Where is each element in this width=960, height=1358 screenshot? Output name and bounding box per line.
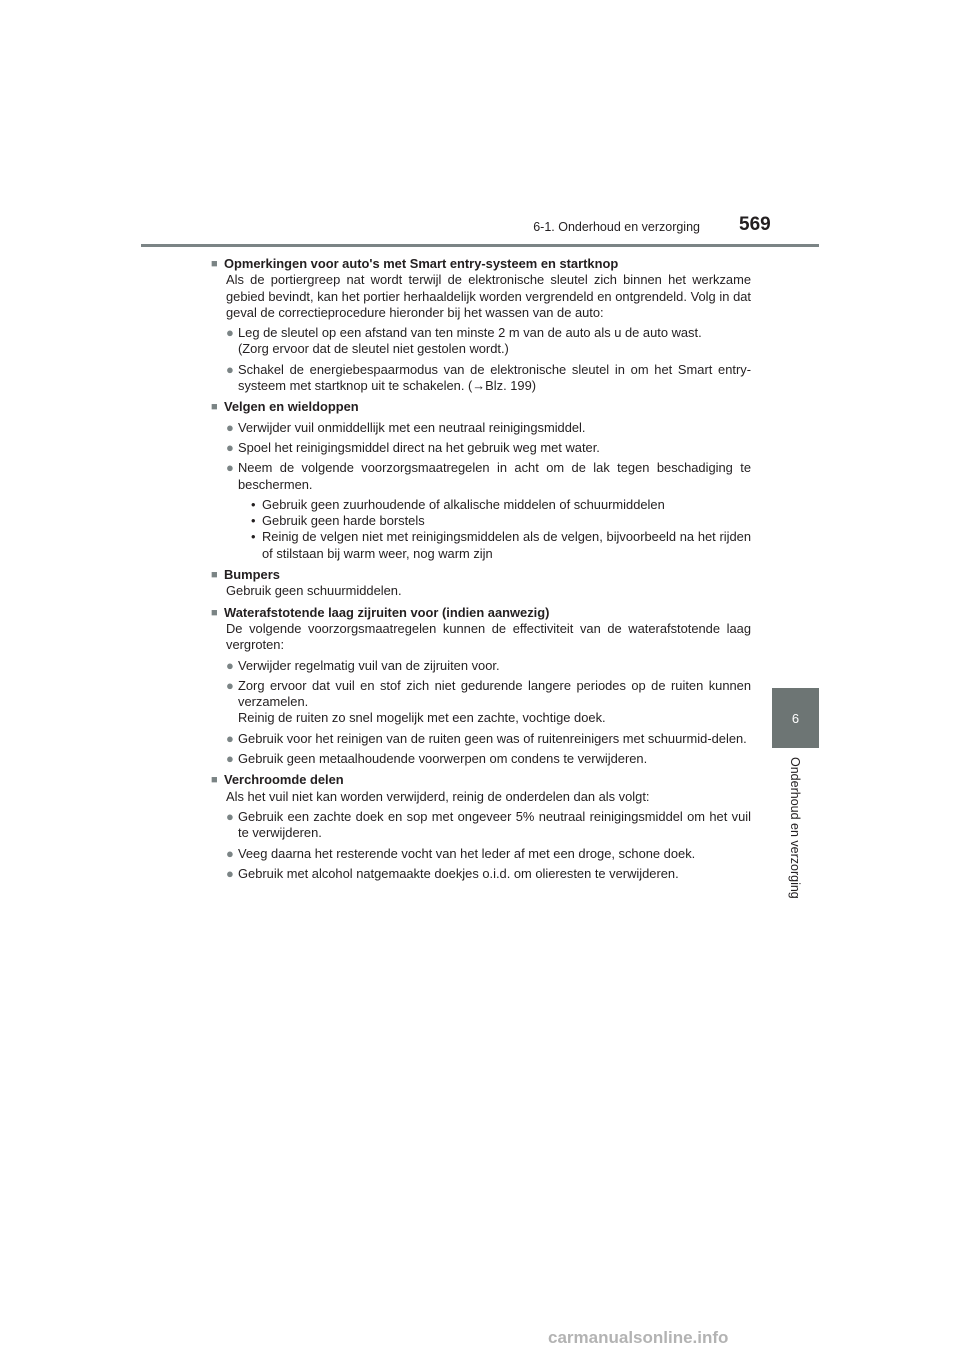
bullet-text: Neem de volgende voorzorgsmaatregelen in acht om de lak tegen beschadiging te beschermen. — [238, 460, 751, 492]
bullet-dot-icon: ● — [226, 730, 234, 746]
paragraph: Als de portiergreep nat wordt terwijl de elektronische sleutel zich binnen het werkzame gebied bevindt, kan het portier herhaaldelijk worden vergrendeld en ontgrendeld. Volg in dat geval de correctieprocedure hieronder bij het wassen van de auto: — [226, 272, 751, 320]
bullet-dot-icon: ● — [226, 845, 234, 861]
sub-bullet-icon: • — [251, 529, 256, 545]
paragraph: De volgende voorzorgsmaatregelen kunnen de effectiviteit van de waterafstotende laag vergroten: — [226, 620, 751, 653]
list-item — [226, 809, 751, 842]
bullet-dot-icon: ● — [226, 460, 234, 476]
bullet-dot-icon: ● — [226, 325, 234, 341]
list-item — [226, 440, 751, 456]
bullet-text: Spoel het reinigingsmiddel direct na het gebruik weg met water. — [238, 439, 600, 455]
list-item — [226, 678, 751, 727]
list-item — [226, 846, 751, 862]
bullet-text: Verwijder regelmatig vuil van de zijruiten voor. — [238, 657, 500, 673]
bullet-text-line2: Reinig de ruiten zo snel mogelijk met een zachte, vochtige doek. — [238, 710, 606, 726]
sub-list-text: Gebruik geen zuurhoudende of alkalische middelen of schuurmiddelen — [262, 496, 665, 512]
header-rule — [141, 244, 819, 247]
sub-bullet-icon: • — [251, 496, 256, 512]
section-heading — [211, 605, 751, 621]
list-item — [226, 731, 751, 747]
bullet-text: Gebruik een zachte doek en sop met ongeveer 5% neutraal reinigingsmiddel om het vuil te verwijderen. — [238, 808, 751, 841]
bullet-text: Gebruik voor het reinigen van de ruiten geen was of ruitenreinigers met schuurmid-delen. — [238, 730, 747, 746]
list-item — [226, 460, 751, 493]
bullet-text: Leg de sleutel op een afstand van ten minste 2 m van de auto als u de auto wast. — [238, 325, 702, 341]
sub-list-item — [251, 513, 751, 529]
section-heading — [211, 772, 751, 788]
bullet-text: Zorg ervoor dat vuil en stof zich niet gedurende langere periodes op de ruiten kunnen verzamelen. — [238, 677, 751, 710]
section-title: Opmerkingen voor auto's met Smart entry-systeem en startknop — [224, 256, 619, 271]
black-square-icon: ■ — [211, 401, 218, 414]
bullet-text: Gebruik geen metaalhoudende voorwerpen om condens te verwijderen. — [238, 751, 648, 767]
bullet-text: Verwijder vuil onmiddellijk met een neutraal reinigingsmiddel. — [238, 419, 586, 435]
black-square-icon: ■ — [211, 774, 218, 787]
chapter-tab[interactable] — [772, 688, 819, 748]
section-heading — [211, 399, 751, 415]
bullet-dot-icon: ● — [226, 361, 234, 377]
bullet-text-line2: (Zorg ervoor dat de sleutel niet gestolen wordt.) — [238, 341, 509, 357]
list-item — [226, 658, 751, 674]
bullet-dot-icon: ● — [226, 419, 234, 435]
black-square-icon: ■ — [211, 569, 218, 582]
sub-bullet-icon: • — [251, 513, 256, 529]
section-heading — [211, 256, 751, 272]
page-number: 569 — [739, 214, 771, 235]
section-title: Bumpers — [224, 567, 280, 583]
sub-list — [211, 497, 751, 562]
black-square-icon: ■ — [211, 606, 218, 619]
bullet-dot-icon: ● — [226, 677, 234, 693]
bullet-dot-icon: ● — [226, 865, 234, 881]
black-square-icon: ■ — [211, 258, 218, 270]
bullet-dot-icon: ● — [226, 751, 234, 767]
watermark: carmanualsonline.info — [548, 1328, 729, 1347]
chapter-title-vertical: Onderhoud en verzorging — [788, 757, 802, 899]
section-heading — [211, 567, 751, 583]
sub-list-text: Reinig de velgen niet met reinigingsmiddelen als de velgen, bijvoorbeeld na het rijden of stilstaan bij warm weer, nog warm zijn — [262, 529, 751, 561]
list-item — [226, 420, 751, 436]
header-section-title: 6-1. Onderhoud en verzorging — [533, 220, 700, 234]
section-title: Verchroomde delen — [224, 772, 344, 788]
bullet-dot-icon: ● — [226, 439, 234, 455]
list-item — [226, 325, 751, 358]
bullet-dot-icon: ● — [226, 808, 234, 824]
section-title: Velgen en wieldoppen — [224, 399, 359, 415]
page-content — [211, 256, 751, 882]
chapter-tab-number: 6 — [791, 710, 800, 726]
bullet-text: Veeg daarna het resterende vocht van het leder af met een droge, schone doek. — [238, 845, 696, 861]
bullet-text: Gebruik met alcohol natgemaakte doekjes o.i.d. om olieresten te verwijderen. — [238, 865, 679, 881]
list-item — [226, 362, 751, 395]
paragraph: Gebruik geen schuurmiddelen. — [226, 583, 402, 599]
bullet-text: Schakel de energiebespaarmodus van de elektronische sleutel in om het Smart entry-systeem met startknop uit te schakelen. (→Blz. 199) — [238, 361, 751, 394]
paragraph: Als het vuil niet kan worden verwijderd, reinig de onderdelen dan als volgt: — [226, 788, 650, 804]
list-item — [226, 866, 751, 882]
list-item — [226, 751, 751, 767]
sub-list-text: Gebruik geen harde borstels — [262, 513, 425, 529]
section-title: Waterafstotende laag zijruiten voor (indien aanwezig) — [224, 604, 550, 620]
sub-list-item — [251, 497, 751, 513]
sub-list-item — [251, 529, 751, 562]
bullet-dot-icon: ● — [226, 657, 234, 673]
